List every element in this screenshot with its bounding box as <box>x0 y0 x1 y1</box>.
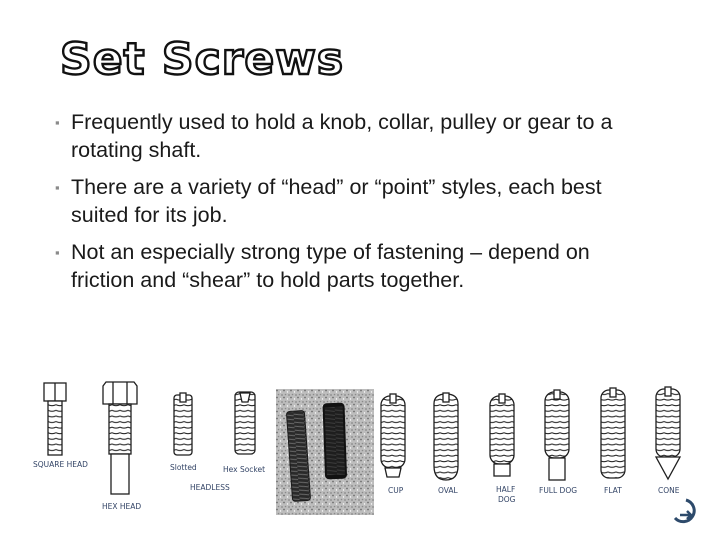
label-hex-socket: Hex Socket <box>223 465 266 474</box>
label-oval: OVAL <box>438 486 458 495</box>
label-full-dog: FULL DOG <box>539 486 578 495</box>
bullet-item <box>55 108 655 164</box>
label-half-dog-line2: DOG <box>498 495 516 504</box>
bullet-text: There are a variety of “head” or “point” styles, each best suited for its job. <box>71 175 602 227</box>
bullet-marker: ▪ <box>55 245 60 260</box>
bullet-item <box>55 238 655 294</box>
label-cup: CUP <box>388 486 404 495</box>
set-screws-photo <box>276 389 374 515</box>
hex-socket-screw <box>235 392 255 454</box>
half-dog-point-screw <box>490 394 514 476</box>
label-headless: HEADLESS <box>190 483 230 492</box>
label-slotted: Slotted <box>170 463 197 472</box>
hex-head-screw <box>103 382 137 494</box>
bullet-marker: ▪ <box>55 180 60 195</box>
label-square-head: SQUARE HEAD <box>33 460 88 469</box>
label-hex-head: HEX HEAD <box>102 502 142 511</box>
photo-screw-black <box>322 403 347 480</box>
label-half-dog-line1: HALF <box>496 485 516 494</box>
full-dog-point-screw <box>545 390 569 480</box>
slide-title: Set Screws <box>60 34 345 85</box>
bullet-text: Frequently used to hold a knob, collar, pulley or gear to a rotating shaft. <box>71 110 613 162</box>
cup-point-screw <box>381 394 405 477</box>
flat-point-screw <box>601 388 625 478</box>
bullet-list <box>55 108 655 303</box>
slotted-headless-screw <box>174 393 192 455</box>
bullet-text: Not an especially strong type of fastening – depend on friction and “shear” to hold parts together. <box>71 240 590 292</box>
label-cone: CONE <box>658 486 680 495</box>
label-flat: FLAT <box>604 486 622 495</box>
bullet-marker: ▪ <box>55 115 60 130</box>
cone-point-screw <box>656 387 680 479</box>
slide-nav-arrow-icon[interactable] <box>672 497 700 525</box>
oval-point-screw <box>434 393 458 480</box>
bullet-item <box>55 173 655 229</box>
square-head-screw <box>44 383 66 455</box>
